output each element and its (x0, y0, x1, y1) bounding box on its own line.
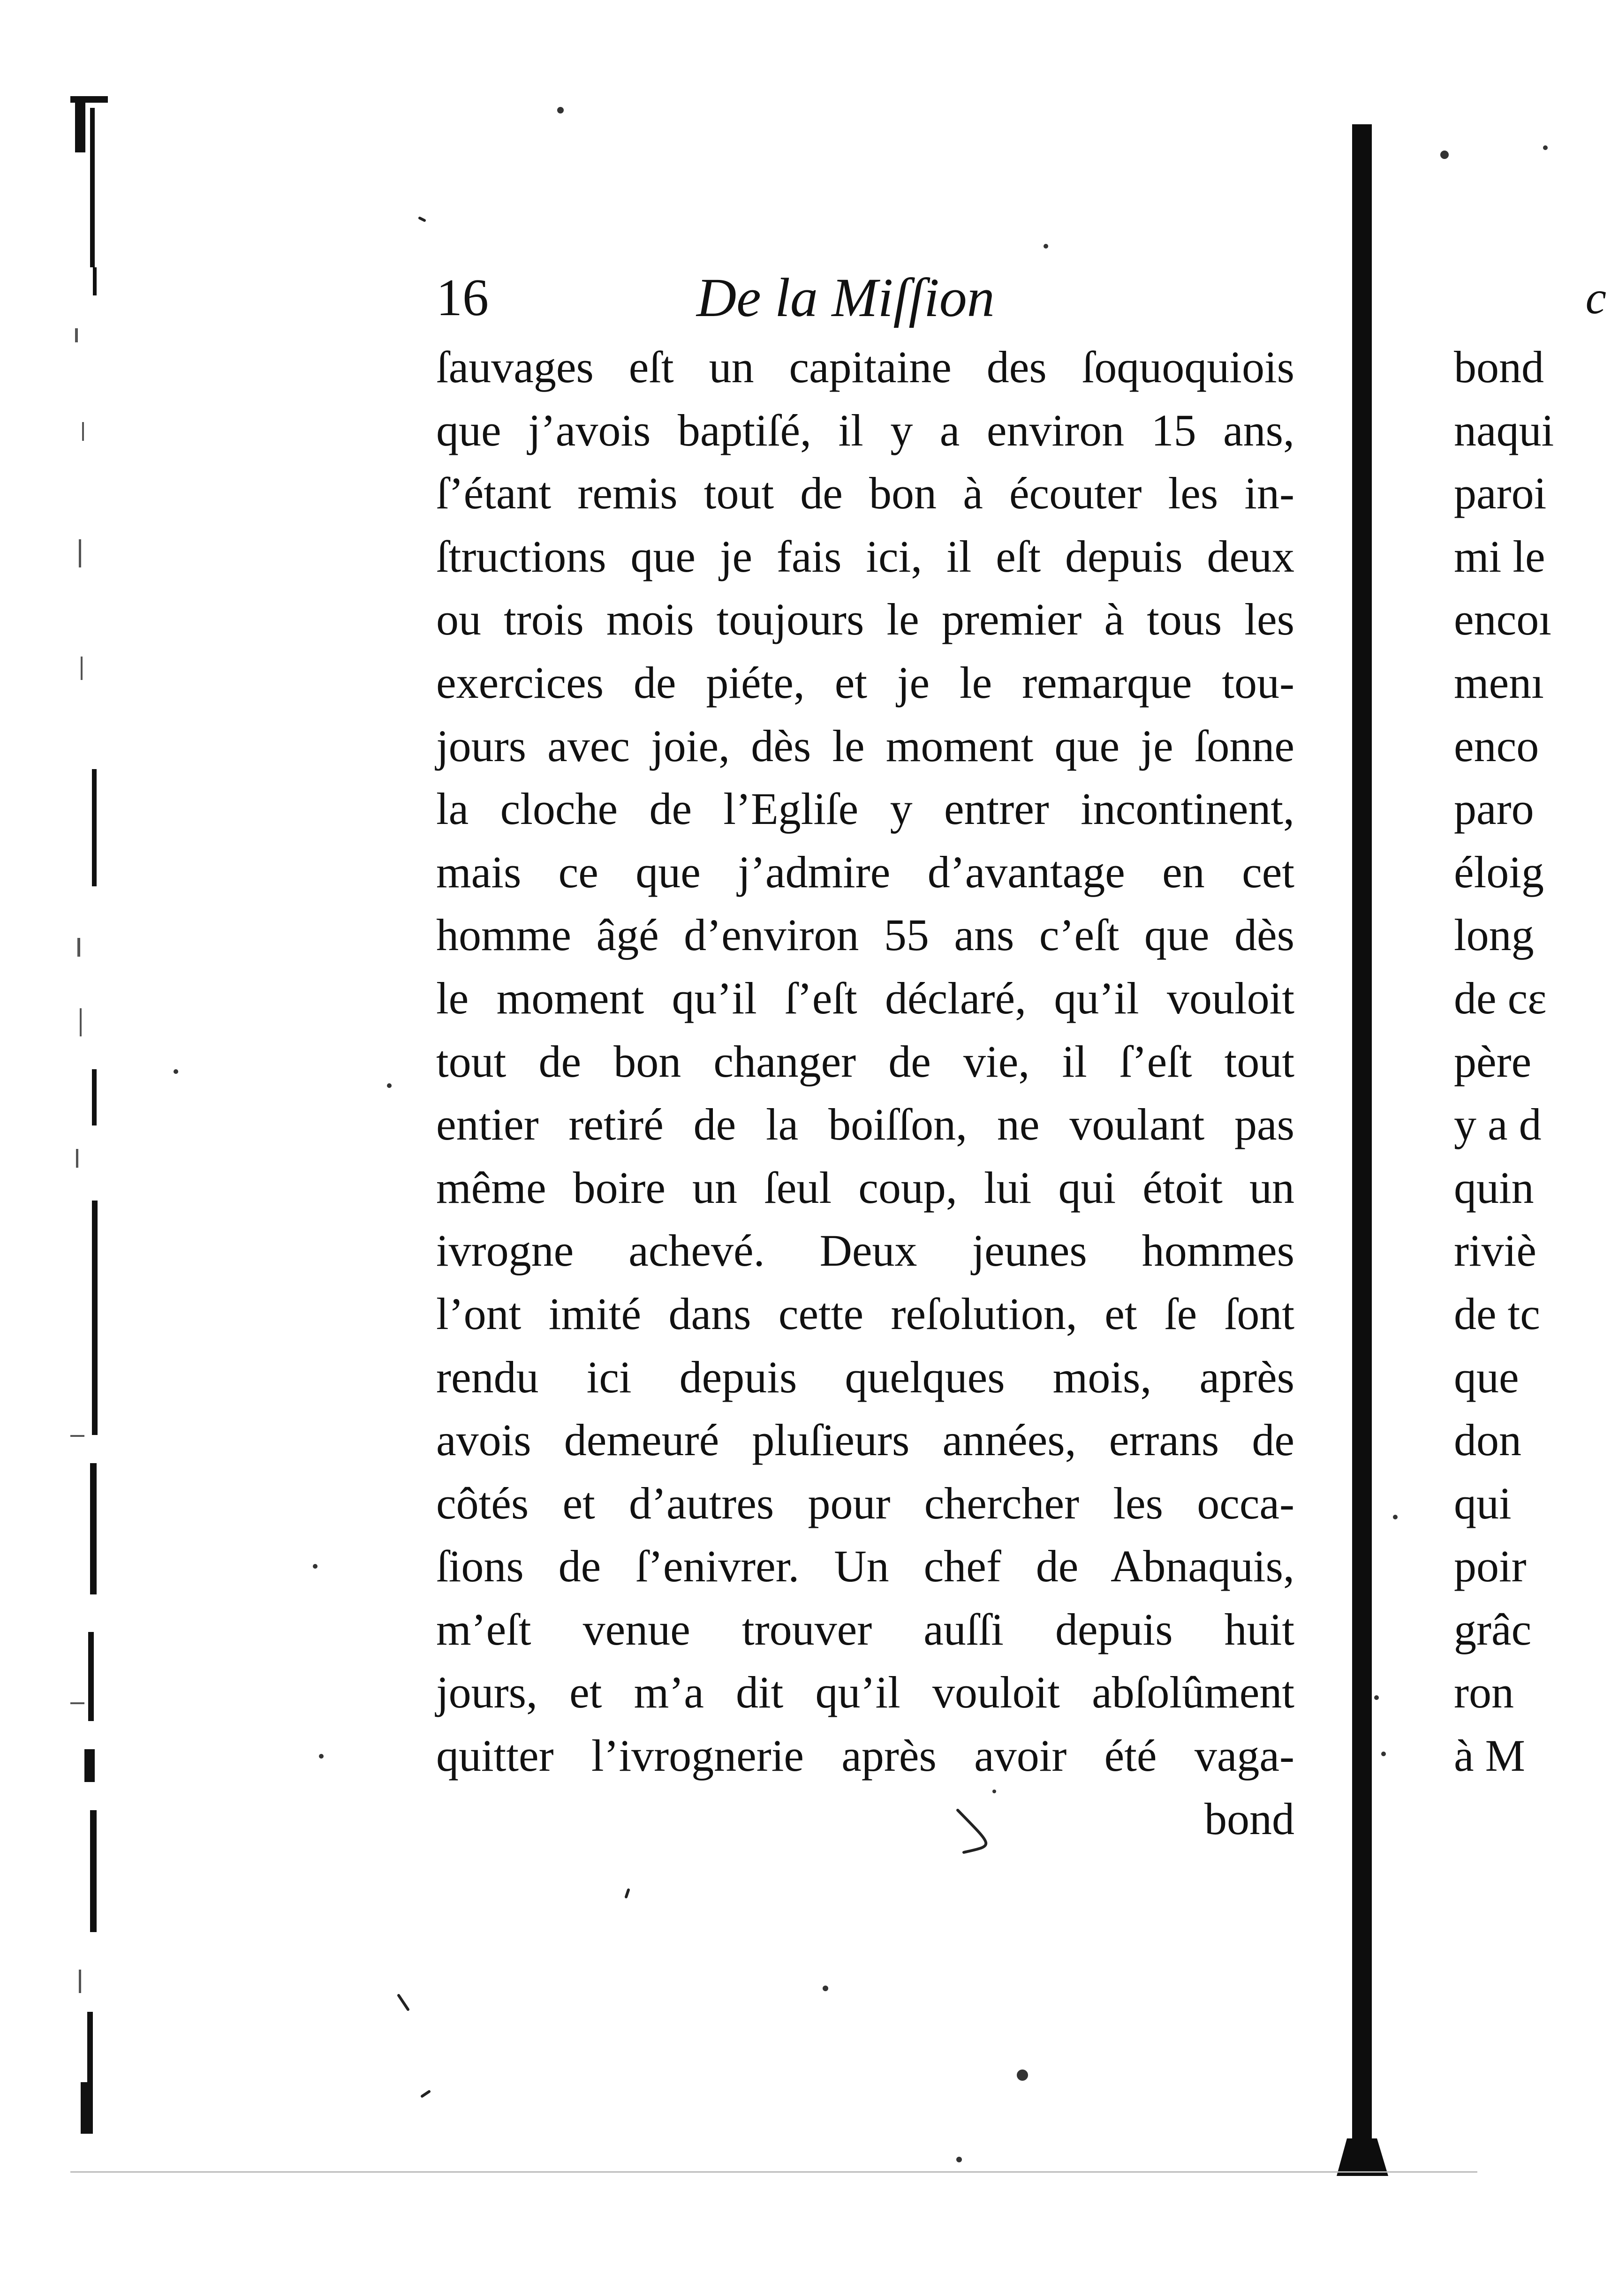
facing-line-fragment: bond (1454, 342, 1544, 392)
facing-running-head-fragment: c (1585, 272, 1606, 324)
facing-line-fragment: à M (1454, 1730, 1525, 1781)
spine-bar (1337, 124, 1388, 2176)
text-line: mais ce que j’admire d’avantage en cet (436, 846, 1294, 897)
facing-line-fragment: que (1454, 1352, 1519, 1402)
facing-line-fragment: menı (1454, 657, 1544, 708)
text-line: ſ’étant remis tout de bon à écouter les in- (436, 468, 1294, 519)
facing-line-fragment: paro (1454, 784, 1534, 834)
left-edge-noise (70, 96, 108, 2134)
text-line: côtés et d’autres pour chercher les occa- (436, 1478, 1294, 1528)
facing-line-fragment: encoı (1454, 594, 1551, 645)
facing-line-fragment: de cɛ (1454, 973, 1547, 1023)
text-line: la cloche de l’Egliſe y entrer incontinent, (436, 784, 1294, 834)
facing-line-fragment: enco (1454, 720, 1539, 771)
facing-page-fragment (1454, 263, 1611, 1788)
text-line: que j’avois baptiſé, il y a environ 15 ans, (436, 405, 1294, 455)
bottom-edge-noise (70, 2171, 1477, 2173)
left-edge-specks (70, 328, 84, 1993)
text-line: tout de bon changer de vie, il ſ’eſt tout (436, 1036, 1294, 1087)
text-line: rendu ici depuis quelques mois, après (436, 1352, 1294, 1402)
text-line: avois demeuré pluſieurs années, errans de (436, 1415, 1294, 1465)
text-line: ou trois mois toujours le premier à tous les (436, 594, 1294, 645)
facing-line-fragment: ron (1454, 1667, 1514, 1718)
facing-line-fragment: riviè (1454, 1225, 1536, 1276)
facing-line-fragment: mi le (1454, 531, 1545, 582)
text-line: quitter l’ivrognerie après avoir été vaga- (436, 1730, 1294, 1781)
facing-line-fragment: poir (1454, 1541, 1527, 1592)
facing-line-fragment: éloig (1454, 846, 1544, 897)
text-line: ſions de ſ’enivrer. Un chef de Abnaquis, (436, 1541, 1294, 1592)
text-line: même boire un ſeul coup, lui qui étoit un (436, 1162, 1294, 1213)
text-line: m’eſt venue trouver auſſi depuis huit (436, 1604, 1294, 1654)
text-line: l’ont imité dans cette reſolution, et ſe ſont (436, 1288, 1294, 1339)
running-title: De la Miſſion (696, 267, 995, 328)
facing-line-fragment: y a d (1454, 1099, 1542, 1150)
page-number: 16 (436, 269, 489, 327)
facing-line-fragment: grâc (1454, 1604, 1532, 1654)
text-line: ſauvages eſt un capitaine des ſoquoquiois (436, 342, 1294, 392)
text-line: exercices de piéte, et je le remarque tou- (436, 657, 1294, 708)
facing-text (1454, 336, 1611, 1788)
facing-line-fragment: don (1454, 1415, 1521, 1465)
facing-line-fragment: long (1454, 910, 1534, 960)
facing-line-fragment: paroi (1454, 468, 1547, 519)
text-line: jours avec joie, dès le moment que je ſonne (436, 720, 1294, 771)
body-text (436, 336, 1294, 1850)
catchword: bond (1204, 1793, 1294, 1844)
text-line: ſtructions que je fais ici, il eſt depuis deux (436, 531, 1294, 582)
text-line: jours, et m’a dit qu’il vouloit abſolûment (436, 1667, 1294, 1718)
text-line: ivrogne achevé. Deux jeunes hommes (436, 1225, 1294, 1276)
text-line: entier retiré de la boiſſon, ne voulant pas (436, 1099, 1294, 1150)
left-page (436, 263, 1294, 1850)
text-line: le moment qu’il ſ’eſt déclaré, qu’il vouloit (436, 973, 1294, 1023)
facing-line-fragment: naqui (1454, 405, 1554, 455)
text-line: homme âgé d’environ 55 ans c’eſt que dès (436, 910, 1294, 960)
facing-line-fragment: qui (1454, 1478, 1512, 1528)
running-head (436, 263, 1294, 333)
facing-line-fragment: quin (1454, 1162, 1534, 1213)
facing-line-fragment: père (1454, 1036, 1532, 1087)
facing-line-fragment: de tc (1454, 1288, 1540, 1339)
